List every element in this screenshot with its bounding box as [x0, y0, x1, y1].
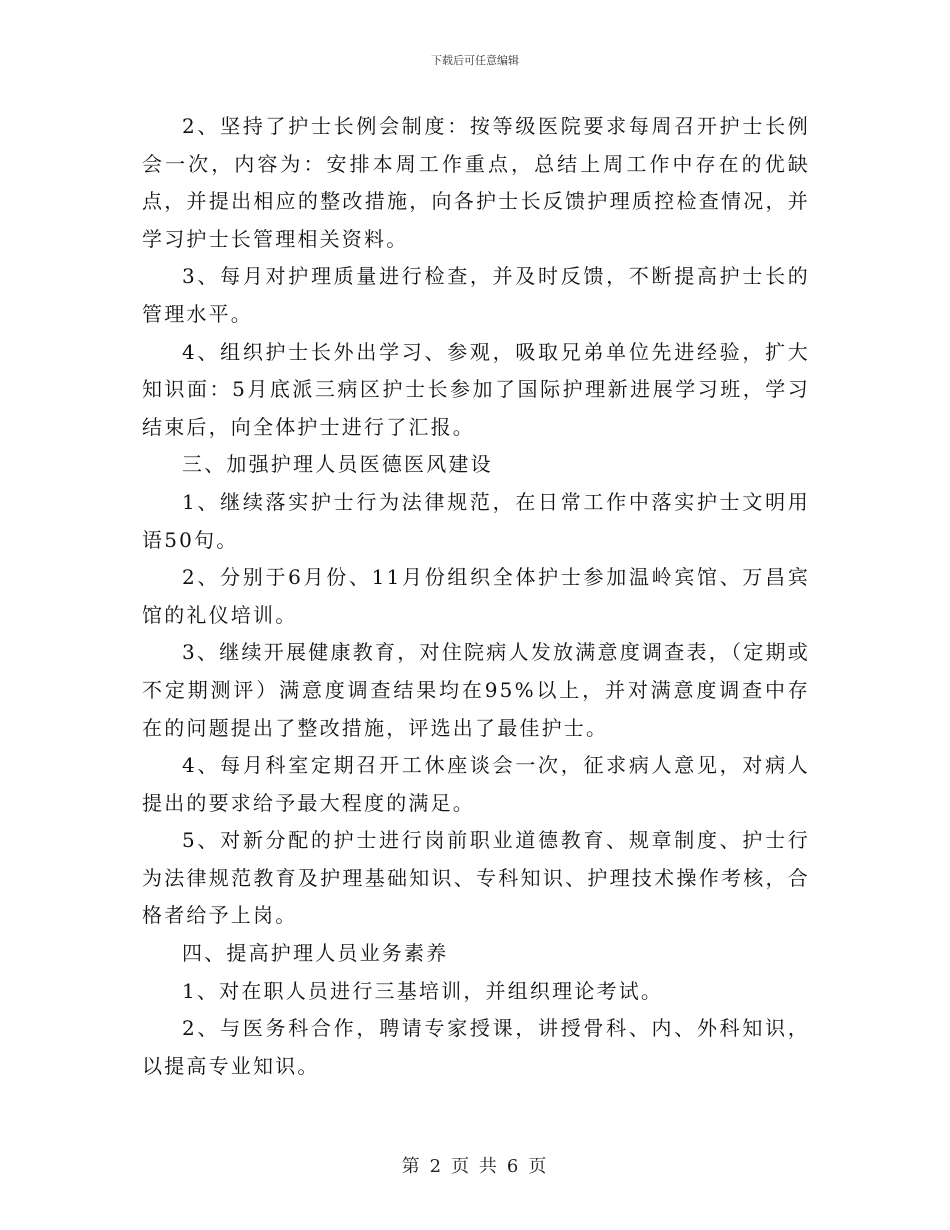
- document-body: [142, 108, 810, 1085]
- paragraph-3: 4、组织护士长外出学习、参观，吸取兄弟单位先进经验，扩大知识面：5月底派三病区护士长参加了国际护理新进展学习班，学习结束后，向全体护士进行了汇报。: [142, 339, 810, 439]
- paragraph-5: 1、继续落实护士行为法律规范，在日常工作中落实护士文明用语50句。: [142, 489, 810, 552]
- page-footer: [0, 1152, 950, 1178]
- page-header-note: 下载后可任意编辑: [431, 54, 519, 67]
- footer-mid: 页 共: [451, 1156, 499, 1177]
- paragraph-9: 5、对新分配的护士进行岗前职业道德教育、规章制度、护士行为法律规范教育及护理基础知识、专科知识、护理技术操作考核，合格者给予上岗。: [142, 828, 810, 928]
- paragraph-6: 2、分别于6月份、11月份组织全体护士参加温岭宾馆、万昌宾馆的礼仪培训。: [142, 565, 810, 627]
- paragraph-11: 1、对在职人员进行三基培训，并组织理论考试。: [182, 978, 664, 1003]
- paragraph-1: 2、坚持了护士长例会制度：按等级医院要求每周召开护士长例会一次，内容为：安排本周工作重点，总结上周工作中存在的优缺点，并提出相应的整改措施，向各护士长反馈护理质控检查情况，并学习护士长管理相关资料。: [142, 114, 810, 251]
- section-heading-3: 三、加强护理人员医德医风建设: [182, 452, 493, 477]
- footer-prefix: 第: [401, 1156, 422, 1177]
- section-heading-4: 四、提高护理人员业务素养: [182, 941, 449, 966]
- paragraph-12: 2、与医务科合作，聘请专家授课，讲授骨科、内、外科知识，以提高专业知识。: [142, 1016, 810, 1078]
- footer-suffix: 页: [528, 1156, 549, 1177]
- footer-page-number: 2: [429, 1156, 444, 1177]
- paragraph-7: 3、继续开展健康教育，对住院病人发放满意度调查表，（定期或不定期测评）满意度调查结果均在95%以上，并对满意度调查中存在的问题提出了整改措施，评选出了最佳护士。: [142, 640, 810, 740]
- paragraph-2: 3、每月对护理质量进行检查，并及时反馈，不断提高护士长的管理水平。: [142, 264, 810, 326]
- footer-total-pages: 6: [506, 1156, 521, 1177]
- paragraph-8: 4、每月科室定期召开工休座谈会一次，征求病人意见，对病人提出的要求给予最大程度的满足。: [142, 753, 810, 815]
